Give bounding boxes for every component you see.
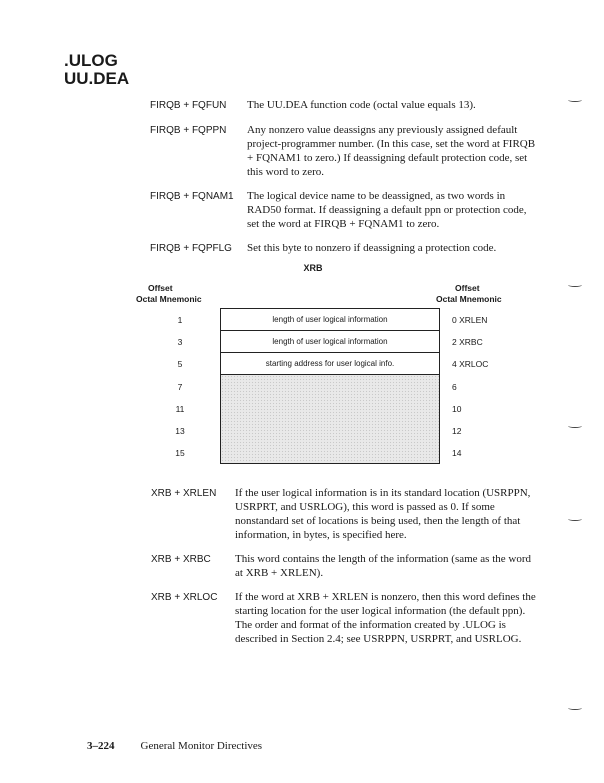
definition-text: If the word at XRB + XRLEN is nonzero, then this word defines the starting location for the user logical information (the default ppn). The order and format of the information created by .ULOG is described in Section 2.4; see USRPPN, USRPRT, and USRLOG.: [235, 591, 536, 645]
margin-mark: [568, 98, 582, 102]
definition-row: [150, 123, 550, 179]
section-title: General Monitor Directives: [140, 740, 263, 752]
right-offset-label: Offset: [455, 283, 480, 293]
right-offset: 4 XRLOC: [452, 359, 489, 369]
page-number: 3–224: [87, 740, 115, 752]
right-octal-mnemonic-label: Octal Mnemonic: [436, 294, 502, 304]
right-offset: 2 XRBC: [452, 337, 483, 347]
left-offset: 7: [177, 382, 183, 392]
definition-row: [150, 189, 550, 231]
definition-text: This word contains the length of the information (same as the word at XRB + XRLEN).: [235, 553, 532, 579]
definition-row: [151, 552, 551, 580]
right-offset: 6: [452, 382, 457, 392]
definition-term: FIRQB + FQNAM1: [150, 191, 234, 202]
definition-row: [151, 486, 551, 542]
definition-term: FIRQB + FQFUN: [150, 100, 227, 111]
left-offset: 15: [175, 448, 185, 458]
left-offset: 5: [177, 359, 183, 369]
left-offset: 1: [177, 315, 183, 325]
xrb-cell-xrlen: length of user logical information: [221, 309, 439, 331]
xrb-cell-xrbc: length of user logical information: [221, 331, 439, 353]
definition-text: Set this byte to nonzero if deassigning a protection code.: [247, 242, 497, 254]
margin-mark: [568, 517, 582, 521]
definition-text: Any nonzero value deassigns any previously assigned default project-programmer number. (In this case, set the word at FIRQB + FQNAM1 to zero.) If deassigning default protection code, set this word to zero.: [247, 124, 536, 178]
margin-mark: [568, 424, 582, 428]
left-offset: 3: [177, 337, 183, 347]
definition-term: FIRQB + FQPPN: [150, 125, 227, 136]
definition-text: If the user logical information is in its standard location (USRPPN, USRPRT, and USRLOG), this word is passed as 0. If some nonstandard set of locations is being used, then the length of that information, in bytes, is specified here.: [235, 487, 531, 541]
heading-function: UU.DEA: [64, 69, 130, 88]
definition-term: XRB + XRLOC: [151, 592, 218, 603]
xrb-unused-area: [221, 375, 439, 463]
definition-row: [151, 590, 551, 646]
definitions-bottom: [151, 486, 551, 656]
left-offset: 11: [175, 404, 185, 414]
heading-directive: .ULOG: [64, 51, 118, 70]
definition-text: The UU.DEA function code (octal value equals 13).: [247, 99, 476, 111]
definitions-top: [150, 98, 550, 266]
right-offset: 14: [452, 448, 462, 458]
left-octal-mnemonic-label: Octal Mnemonic: [136, 294, 202, 304]
definition-term: XRB + XRLEN: [151, 488, 217, 499]
xrb-title: XRB: [303, 263, 323, 273]
left-offset-label: Offset: [148, 283, 173, 293]
right-offset: 12: [452, 426, 462, 436]
margin-mark: [568, 706, 582, 710]
right-offset: 0 XRLEN: [452, 315, 488, 325]
definition-term: XRB + XRBC: [151, 554, 211, 565]
right-offset: 10: [452, 404, 462, 414]
definition-row: [150, 98, 550, 113]
definition-text: The logical device name to be deassigned, as two words in RAD50 format. If deassigning a default ppn or protection code, set the word at FIRQB + FQNAM1 to zero.: [247, 190, 527, 230]
definition-row: [150, 241, 550, 256]
right-offset-header: [436, 283, 502, 305]
left-offset: 13: [175, 426, 185, 436]
definition-term: FIRQB + FQPFLG: [150, 243, 232, 254]
xrb-cell-xrloc: starting address for user logical info.: [221, 353, 439, 375]
page-heading: [64, 52, 129, 88]
page-footer: [87, 740, 262, 752]
margin-mark: [568, 283, 582, 287]
left-offset-header: [136, 283, 202, 305]
xrb-diagram: [220, 308, 440, 464]
